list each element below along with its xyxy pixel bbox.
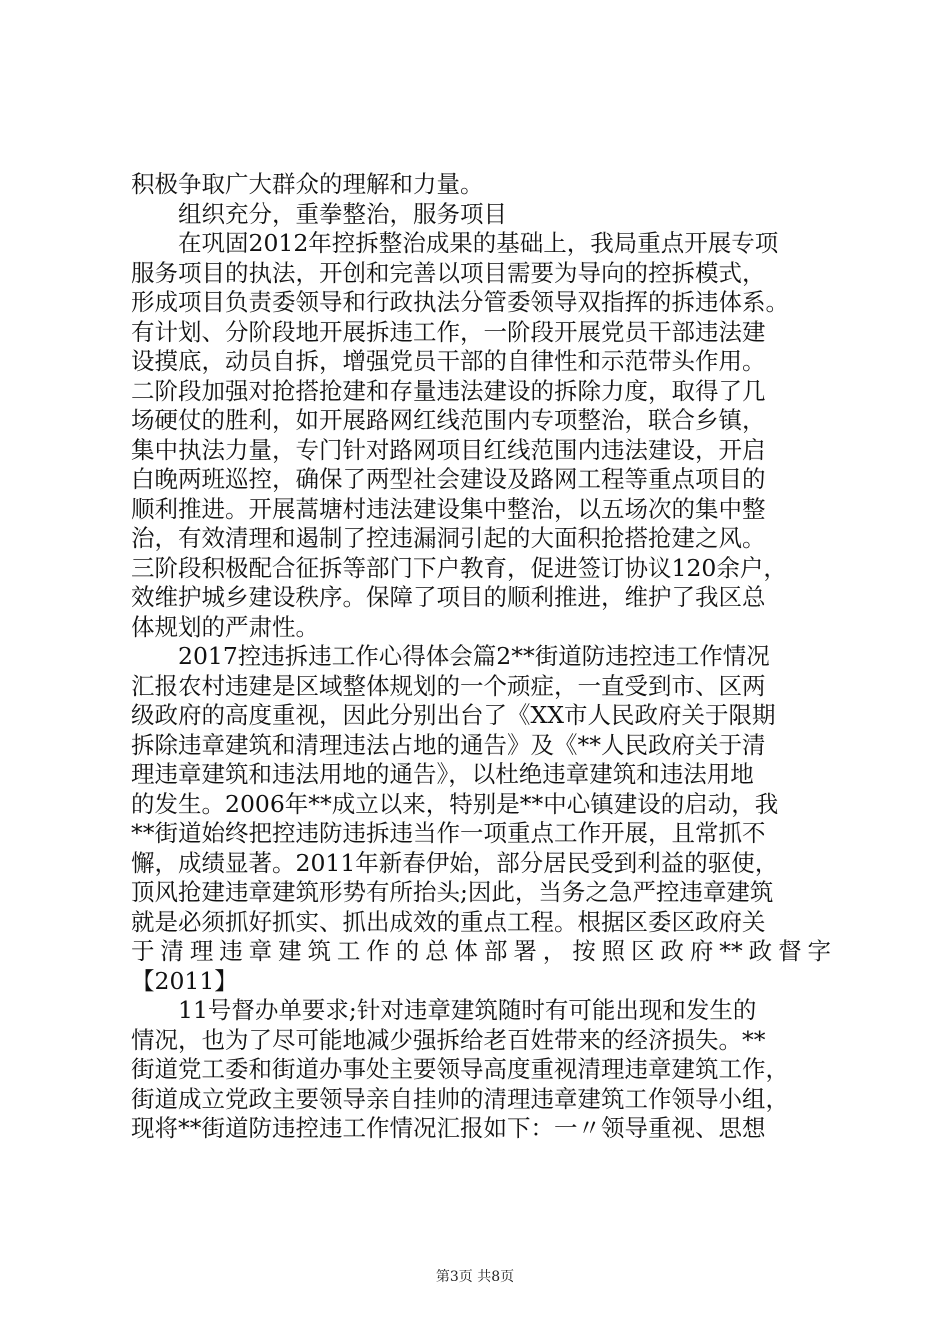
text-line: 服务项目的执法，开创和完善以项目需要为导向的控拆模式， [131,258,766,287]
text-line: 2017控违拆违工作心得体会篇2**街道防违控违工作情况 [131,642,770,670]
text-line: 设摸底，动员自拆，增强党员干部的自律性和示范带头作用。 [131,347,766,375]
text-line: 效维护城乡建设秩序。保障了项目的顺利推进，维护了我区总 [131,583,766,611]
text-line: 情况，也为了尽可能地减少强拆给老百姓带来的经济损失。** [131,1025,766,1054]
text-line: 三阶段积极配合征拆等部门下户教育，促进签订协议120余户， [131,553,787,582]
text-line: 现将**街道防违控违工作情况汇报如下：一〃领导重视、思想 [131,1114,766,1142]
section-heading: 组织充分，重拳整治，服务项目 [131,199,507,228]
text-line: 【2011】 [131,966,238,995]
text-line: 于清理违章建筑工作的总体部署，按照区政府**政督字 [131,937,831,965]
text-line: 场硬仗的胜利，如开展路网红线范围内专项整治，联合乡镇， [131,406,766,434]
text-line: 二阶段加强对抢搭抢建和存量违法建设的拆除力度，取得了几 [131,376,766,405]
text-line: 懈，成绩显著。2011年新春伊始，部分居民受到利益的驱使， [131,848,779,877]
text-line: 拆除违章建筑和清理违法占地的通告》及《**人民政府关于清 [131,730,766,759]
text-line: 街道成立党政主要领导亲自挂帅的清理违章建筑工作领导小组， [131,1084,789,1113]
text-line: 顶风抢建违章建筑形势有所抬头;因此，当务之急严控违章建筑 [131,878,774,906]
text-line: 就是必须抓好抓实、抓出成效的重点工程。根据区委区政府关 [131,907,766,936]
text-line: 顺利推进。开展蒿塘村违法建设集中整治，以五场次的集中整 [131,494,766,523]
text-line: 汇报农村违建是区域整体规划的一个顽症，一直受到市、区两 [131,671,766,700]
text-line: 街道党工委和街道办事处主要领导高度重视清理违章建筑工作， [131,1055,789,1083]
page-number: 第3页 共8页 [435,1269,515,1285]
text-line: 理违章建筑和违法用地的通告》，以杜绝违章建筑和违法用地 [131,760,754,788]
text-line: 11号督办单要求;针对违章建筑随时有可能出现和发生的 [131,996,757,1024]
text-line: 在巩固2012年控拆整治成果的基础上，我局重点开展专项 [131,229,779,257]
text-line: 形成项目负责委领导和行政执法分管委领导双指挥的拆违体系。 [131,288,789,316]
text-line: 级政府的高度重视，因此分别出台了《XX市人民政府关于限期 [131,701,776,729]
text-line: **街道始终把控违防违拆违当作一项重点工作开展，且常抓不 [131,819,766,847]
text-line: 有计划、分阶段地开展拆违工作，一阶段开展党员干部违法建 [131,317,766,346]
text-line: 白晚两班巡控，确保了两型社会建设及路网工程等重点项目的 [131,465,766,493]
text-line: 体规划的严肃性。 [131,612,319,641]
text-line: 的发生。2006年**成立以来，特别是**中心镇建设的启动，我 [131,789,779,818]
text-line: 积极争取广大群众的理解和力量。 [131,170,484,198]
text-line: 治，有效清理和遏制了控违漏洞引起的大面积抢搭抢建之风。 [131,524,766,552]
text-line: 集中执法力量，专门针对路网项目红线范围内违法建设，开启 [131,435,766,464]
body-text [131,170,831,1144]
